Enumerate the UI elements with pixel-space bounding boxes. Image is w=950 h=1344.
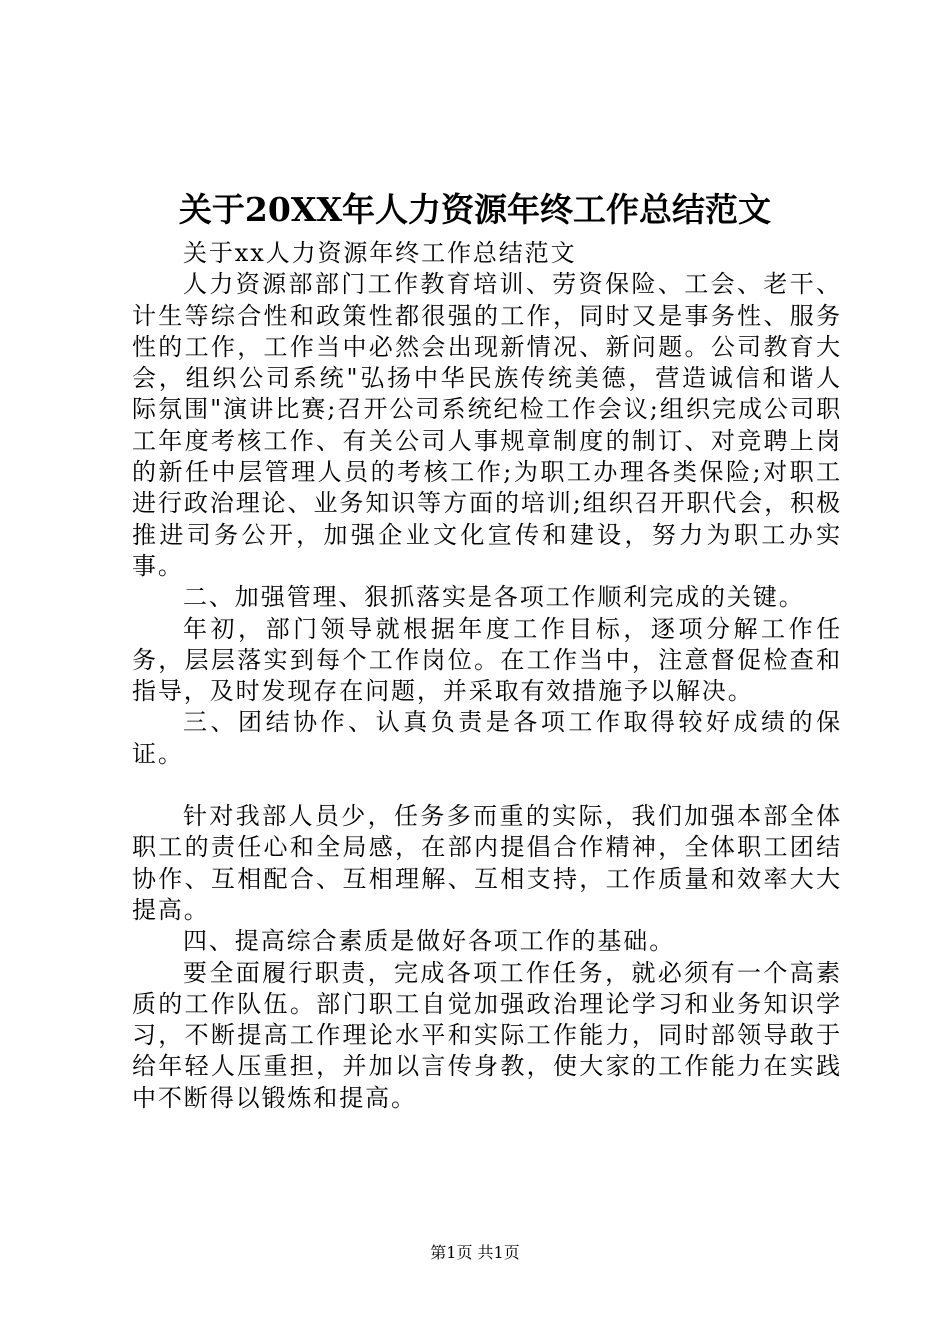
document-body [132,238,842,1114]
section-heading-4: 四、提高综合素质是做好各项工作的基础。 [183,927,676,956]
paragraph-section-3: 针对我部人员少，任务多而重的实际，我们加强本部全体职工的责任心和全局感，在部内提倡合作精神，全体职工团结协作、互相配合、互相理解、互相支持，工作质量和效率大大提高。 [132,802,842,924]
section-heading-2: 二、加强管理、狠抓落实是各项工作顺利完成的关键。 [183,583,805,612]
page-footer: 第1页 共1页 [430,1243,520,1262]
section-heading-3: 三、团结协作、认真负责是各项工作取得较好成绩的保证。 [132,708,842,768]
paragraph-section-2: 年初，部门领导就根据年度工作目标，逐项分解工作任务，层层落实到每个工作岗位。在工作当中，注意督促检查和指导，及时发现存在问题，并采取有效措施予以解决。 [132,614,842,706]
paragraph-section-4: 要全面履行职责，完成各项工作任务，就必须有一个高素质的工作队伍。部门职工自觉加强政治理论学习和业务知识学习，不断提高工作理论水平和实际工作能力，同时部领导敢于给年轻人压重担，并加以言传身教，使大家的工作能力在实践中不断得以锻炼和提高。 [132,958,842,1112]
document-title: 关于20XX年人力资源年终工作总结范文 [178,190,772,229]
blank-line [132,770,842,801]
paragraph-subtitle: 关于xx人力资源年终工作总结范文 [183,239,577,267]
paragraph-intro: 人力资源部部门工作教育培训、劳资保险、工会、老干、计生等综合性和政策性都很强的工作，同时又是事务性、服务性的工作，工作当中必然会出现新情况、新问题。公司教育大会，组织公司系统"弘扬中华民族传统美德，营造诚信和谐人际氛围"演讲比赛;召开公司系统纪检工作会议;组织完成公司职工年度考核工作、有关公司人事规章制度的制订、对竞聘上岗的新任中层管理人员的考核工作;为职工办理各类保险;对职工进行政治理论、业务知识等方面的培训;组织召开职代会，积极推进司务公开，加强企业文化宣传和建设，努力为职工办实事。 [132,270,842,580]
